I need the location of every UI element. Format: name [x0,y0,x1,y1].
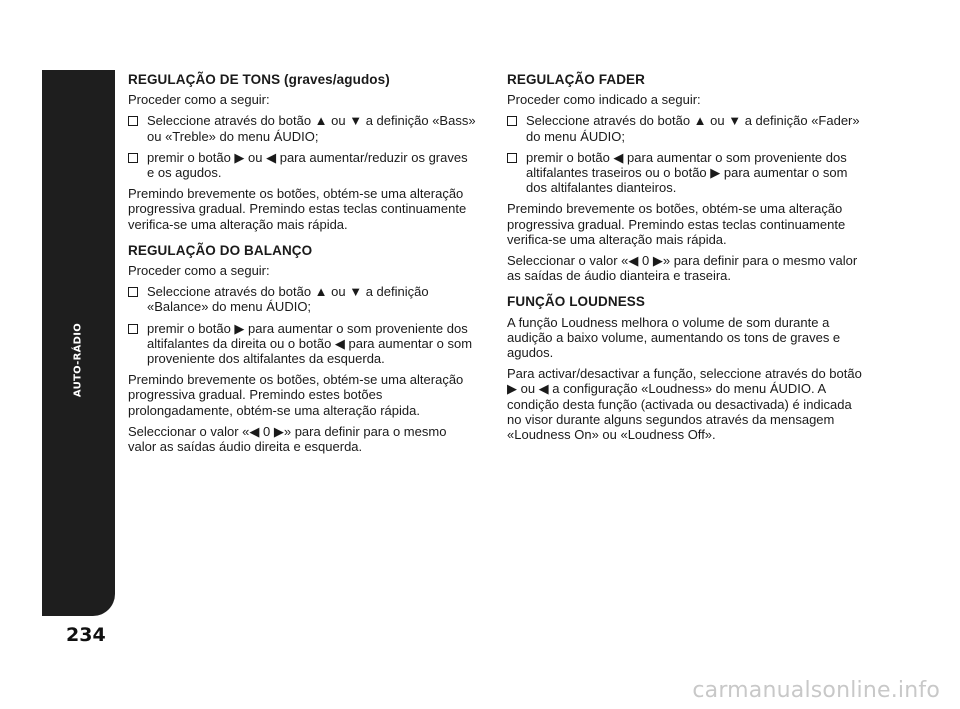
chapter-label: AUTO-RÁDIO [72,322,84,398]
fader-paragraph-2: Seleccionar o valor «◀ 0 ▶» para definir para o mesmo valor as saídas de áudio dianteira e traseira. [507,253,858,284]
balanco-paragraph: Premindo brevemente os botões, obtém-se uma alteração progressiva gradual. Premindo estes botões prolongadamente, obtém-se uma alteração rápida. [128,372,464,418]
step-text: Seleccione através do botão ▲ ou ▼ a definição «Fader» do menu ÁUDIO; [526,113,860,144]
right-column [507,72,862,448]
list-item [128,284,476,314]
page-number: 234 [66,624,106,646]
loudness-paragraph-2: Para activar/desactivar a função, seleccione através do botão ▶ ou ◀ a configuração «Loudness» do menu ÁUDIO. A condição desta função (activada ou desactivada) é indicada no visor durante alguns segundos através da mensagem «Loudness On» ou «Loudness Off». [507,366,862,443]
checkbox-bullet-icon [128,324,138,334]
loudness-heading: FUNÇÃO LOUDNESS [507,294,646,310]
balanco-intro: Proceder como a seguir: [128,263,270,279]
tons-steps [128,113,476,180]
checkbox-bullet-icon [128,287,138,297]
balanco-steps [128,284,476,366]
fader-steps [507,113,862,195]
step-text: premir o botão ▶ ou ◀ para aumentar/reduzir os graves e os agudos. [147,149,468,181]
list-item [128,321,476,367]
step-text: premir o botão ◀ para aumentar o som proveniente dos altifalantes traseiros ou o botão ▶ para aumentar o som dos altifalantes dianteiros. [526,149,848,196]
tons-paragraph: Premindo brevemente os botões, obtém-se uma alteração progressiva gradual. Premindo estas teclas continuamente verifica-se uma alteração mais rápida. [128,186,467,232]
balanco-heading: REGULAÇÃO DO BALANÇO [128,242,313,258]
balanco-paragraph-2: Seleccionar o valor «◀ 0 ▶» para definir para o mesmo valor as saídas áudio direita e esquerda. [128,423,447,455]
watermark: carmanualsonline.info [692,678,940,703]
checkbox-bullet-icon [128,153,138,163]
fader-heading: REGULAÇÃO FADER [507,72,646,87]
tons-heading: REGULAÇÃO DE TONS (graves/agudos) [128,72,390,87]
list-item [507,150,862,196]
list-item [507,113,862,143]
step-text: Seleccione através do botão ▲ ou ▼ a definição «Balance» do menu ÁUDIO; [147,284,429,315]
step-text: Seleccione através do botão ▲ ou ▼ a definição «Bass» ou «Treble» do menu ÁUDIO; [147,113,476,144]
loudness-paragraph: A função Loudness melhora o volume de som durante a audição a baixo volume, aumentando os tons de graves e agudos. [507,314,841,361]
fader-intro: Proceder como indicado a seguir: [507,92,701,108]
list-item [128,150,476,180]
checkbox-bullet-icon [128,116,138,126]
step-text: premir o botão ▶ para aumentar o som proveniente dos altifalantes da direita ou o botão ◀ para aumentar o som proveniente dos altifalantes da esquerda. [147,320,473,367]
left-column [128,72,476,460]
list-item [128,113,476,143]
checkbox-bullet-icon [507,116,517,126]
fader-paragraph: Premindo brevemente os botões, obtém-se uma alteração progressiva gradual. Premindo estas teclas continuamente verifica-se uma alteração mais rápida. [507,201,846,247]
checkbox-bullet-icon [507,153,517,163]
tons-intro: Proceder como a seguir: [128,92,270,108]
